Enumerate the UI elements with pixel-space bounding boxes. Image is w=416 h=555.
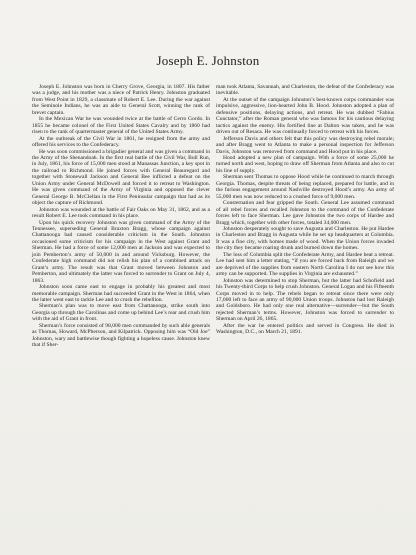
right-text-column xyxy=(216,84,394,336)
paragraph: Johnston was determined to stop Sherman, but the latter had Schofield and his Twenty-third Corps to help crush Johnston. General Logan and his Fifteenth Corps moved in to help. The rebels began to retreat since there were only 17,000 left to face an army of 90,000 Union troops. Johnston had lost Raleigh and Goldsboro. He had only one real alternative—surrender—but the South rejected Sherman’s terms. However, Johnston was forced to surrender to Sherman on April 26, 1865. xyxy=(216,277,394,323)
paragraph: Joseph E. Johnston was born in Cherry Grove, Georgia, in 1807. His father was a judge, and his mother was a niece of Patrick Henry. Johnston graduated from West Point in 1829, a classmate of Robert E. Lee. During the war against the Seminole Indians, he was an aide to General Scott, winning the rank of brevet captain. xyxy=(32,84,210,116)
paragraph: Jefferson Davis and others felt that this policy was destroying rebel morale; and after Bragg went to Atlanta to make a personal inspection for Jefferson Davis, Johnston was removed from command and Hood put in his place. xyxy=(216,135,394,155)
paragraph: Sherman’s force consisted of 98,000 men commanded by such able generals as Thomas, Howard, McPherson, and Kilpatrick. Opposing him was “Old Joe” Johnston, wary and battlewise though fighting a hopeless cause. Johnston knew that if Sher- xyxy=(32,322,210,349)
paragraph: Sherman sent Thomas to oppose Hood while he continued to march through Georgia. Thomas, despite threats of being replaced, prepared for battle, and in the furious engagement around Nashville destroyed Hood’s army. An army of 55,000 men was now reduced to a crushed force of 9,000 men. xyxy=(216,174,394,200)
paragraph: Hood adopted a new plan of campaign. With a force of some 25,000 he turned north and west, hoping to draw off Sherman from Atlanta and also to cut his line of supply. xyxy=(216,154,394,174)
paragraph: Johnston was wounded at the battle of Fair Oaks on May 31, 1862, and as a result Robert E. Lee took command in his place. xyxy=(32,206,210,220)
left-text-column xyxy=(32,84,210,349)
paragraph: At the outbreak of the Civil War in 1861, he resigned from the army and offered his services to the Confederacy. xyxy=(32,135,210,149)
paragraph: Consternation and fear gripped the South. General Lee assumed command of all rebel forces and recalled Johnston to the command of the Confederate forces left to face Sherman. Lee gave Johnston the two corps of Hardee and Bragg which, together with other forces, totaled 34,000 men. xyxy=(216,200,394,226)
paragraph: Upon his quick recovery Johnston was given command of the Army of the Tennessee, superseding General Braxton Bragg, whose campaign against Chattanooga had caused considerable criticism in the South. Johnston occasioned some criticism for his campaign in the West against Grant and Sherman. He had a force of some 12,000 men at Jackson and was expected to join Pemberton’s army of 50,000 in and around Vicksburg. However, the Confederate high command did not relish his plan of a combined attack on Grant’s army. The result was that Grant moved between Johnston and Pemberton, and ultimately the latter was forced to surrender to Grant on July 4, 1863. xyxy=(32,219,210,284)
paragraph-continued: man took Atlanta, Savannah, and Charleston, the defeat of the Confederacy was inevitable. xyxy=(216,84,394,97)
paragraph: In the Mexican War he was wounded twice at the battle of Cerro Gordo. In 1855 he became colonel of the First United States Cavalry and by 1860 had risen to the rank of quartermaster general of the United States Army. xyxy=(32,116,210,136)
paragraph: At the outset of the campaign Johnston’s best-known corps commander was impulsive, aggressive, lion-hearted John B. Hood. Johnston adopted a plan of defensive positions, delaying actions, and retreat. He was dubbed “Fabius Cunctator,” after the Roman general who was famous for his cautious delaying tactics against the enemy. His fortified line at Dalton was taken, and he was driven out of Resaca. He was continually forced to retreat with his forces. xyxy=(216,96,394,136)
paragraph: Johnston soon came east to engage in probably his greatest and most memorable campaign. Sherman had succeeded Grant in the West in 1864, when the latter went east to tackle Lee and to crush the rebellion. xyxy=(32,284,210,303)
paragraph: Sherman’s plan was to move east from Chattanooga, strike south into Georgia up through the Carolinas and come up behind Lee’s rear and crush him with the aid of Grant in front. xyxy=(32,303,210,323)
paragraph: He was soon commissioned a brigadier general and was given a command in the Army of the Shenandoah. In the first real battle of the Civil War, Bull Run, in July, 1861, his force of 15,000 men stood at Manassas Junction, a key spot in the railroad to Richmond. He joined forces with General Beauregard and together with Stonewall Jackson and General Bee inflicted a defeat on the Union Army under General McDowell and forced it to retreat to Washington. He was given command of the Army of Virginia and opposed the clever General George B. McClellan in the First Peninsular campaign that had as its object the capture of Richmond. xyxy=(32,148,210,207)
paragraph: The loss of Columbia split the Confederate Army, and Hardee beat a retreat. Lee had sent him a letter stating, “if you are forced back from Raleigh and we are deprived of the supplies from eastern North Carolina I do not see how this army can be supported. The supplies in Virginia are exhausted.” xyxy=(216,251,394,278)
page-title: Joseph E. Johnston xyxy=(156,53,260,68)
paragraph: Johnston desperately sought to save Augusta and Charleston. He put Hardee in Charleston and Bragg in Augusta while he set up headquarters at Columbia. It was a fine city, with homes made of wood. When the Union forces invaded the city they became roaring drunk and burned down the homes. xyxy=(216,225,394,252)
paragraph: After the war he entered politics and served in Congress. He died in Washington, D.C., on March 21, 1891. xyxy=(216,322,394,336)
